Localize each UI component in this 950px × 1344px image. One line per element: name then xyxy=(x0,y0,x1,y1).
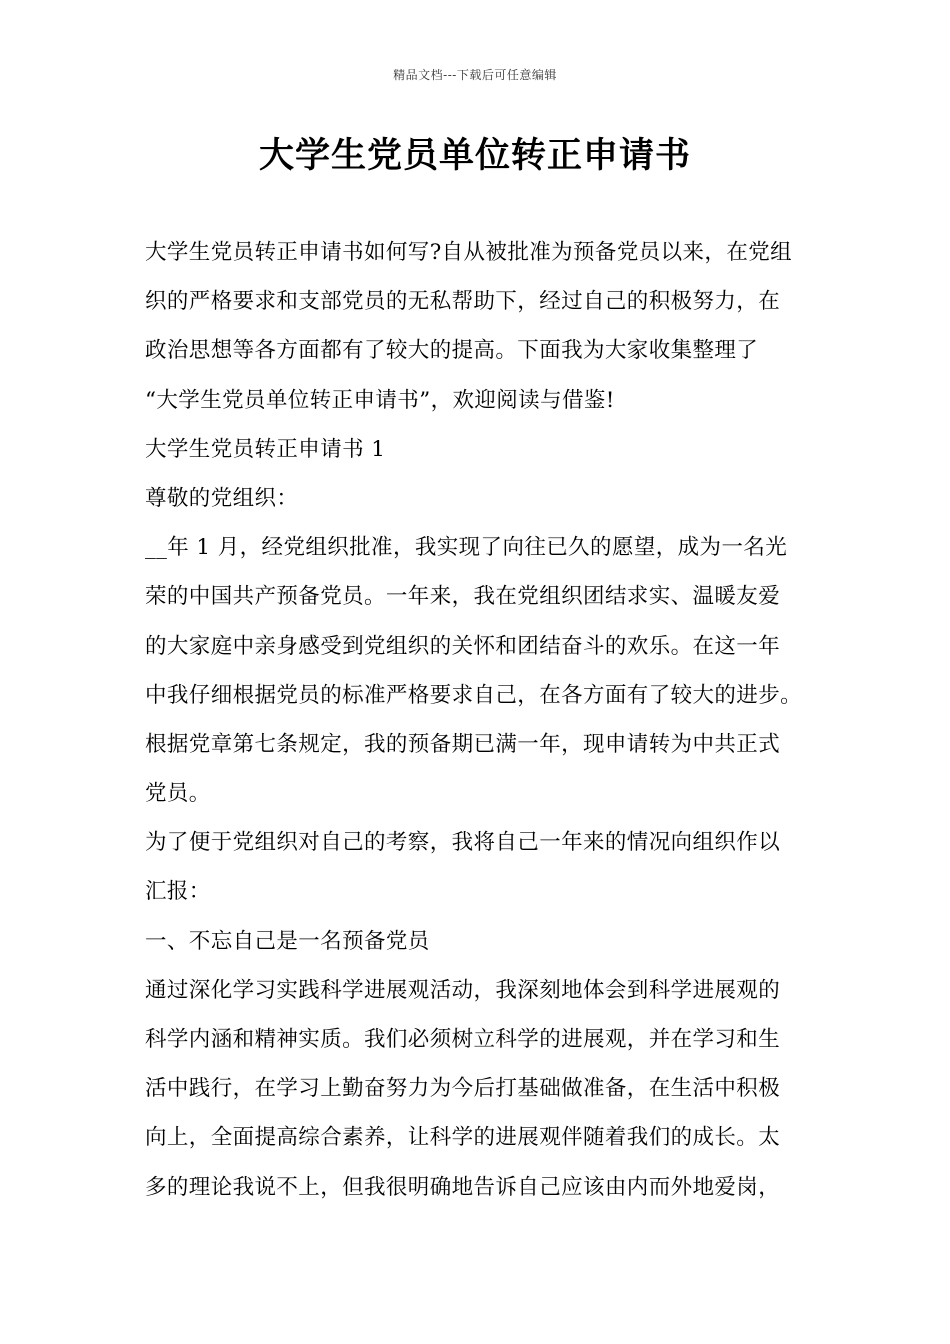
body-line: 政治思想等各方面都有了较大的提高。下面我为大家收集整理了 xyxy=(145,338,759,364)
body-line: 织的严格要求和支部党员的无私帮助下，经过自己的积极努力，在 xyxy=(145,289,781,315)
body-line: 汇报： xyxy=(145,879,211,905)
body-line: 党员。 xyxy=(145,781,211,807)
body-line: 向上，全面提高综合素养，让科学的进展观伴随着我们的成长。太 xyxy=(145,1125,781,1151)
body-line: 中我仔细根据党员的标准严格要求自己，在各方面有了较大的进步。 xyxy=(145,682,803,708)
body-line: 多的理论我说不上，但我很明确地告诉自己应该由内而外地爱岗， xyxy=(145,1174,781,1200)
body-line: __年 1 月，经党组织批准，我实现了向往已久的愿望，成为一名光 xyxy=(145,535,788,561)
body-line: 为了便于党组织对自己的考察，我将自己一年来的情况向组织作以 xyxy=(145,830,781,856)
body-line: 荣的中国共产预备党员。一年来，我在党组织团结求实、温暖友爱 xyxy=(145,584,781,610)
document-body xyxy=(145,228,825,1212)
section-heading: 大学生党员转正申请书 1 xyxy=(145,436,386,462)
document-title: 大学生党员单位转正申请书 xyxy=(258,136,691,176)
page-header-note: 精品文档---下载后可任意编辑 xyxy=(393,68,557,82)
body-line: 科学内涵和精神实质。我们必须树立科学的进展观，并在学习和生 xyxy=(145,1027,781,1052)
salutation: 尊敬的党组织： xyxy=(145,485,299,511)
body-line: 大学生党员转正申请书如何写?自从被批准为预备党员以来，在党组 xyxy=(145,240,793,265)
subsection-heading: 一、不忘自己是一名预备党员 xyxy=(145,928,430,954)
body-line: 活中践行，在学习上勤奋努力为今后打基础做准备，在生活中积极 xyxy=(145,1076,781,1102)
body-line: 的大家庭中亲身感受到党组织的关怀和团结奋斗的欢乐。在这一年 xyxy=(145,633,781,659)
body-line: 根据党章第七条规定，我的预备期已满一年，现申请转为中共正式 xyxy=(145,731,781,757)
body-line: “大学生党员单位转正申请书”，欢迎阅读与借鉴! xyxy=(145,387,615,413)
body-line: 通过深化学习实践科学进展观活动，我深刻地体会到科学进展观的 xyxy=(145,977,781,1003)
